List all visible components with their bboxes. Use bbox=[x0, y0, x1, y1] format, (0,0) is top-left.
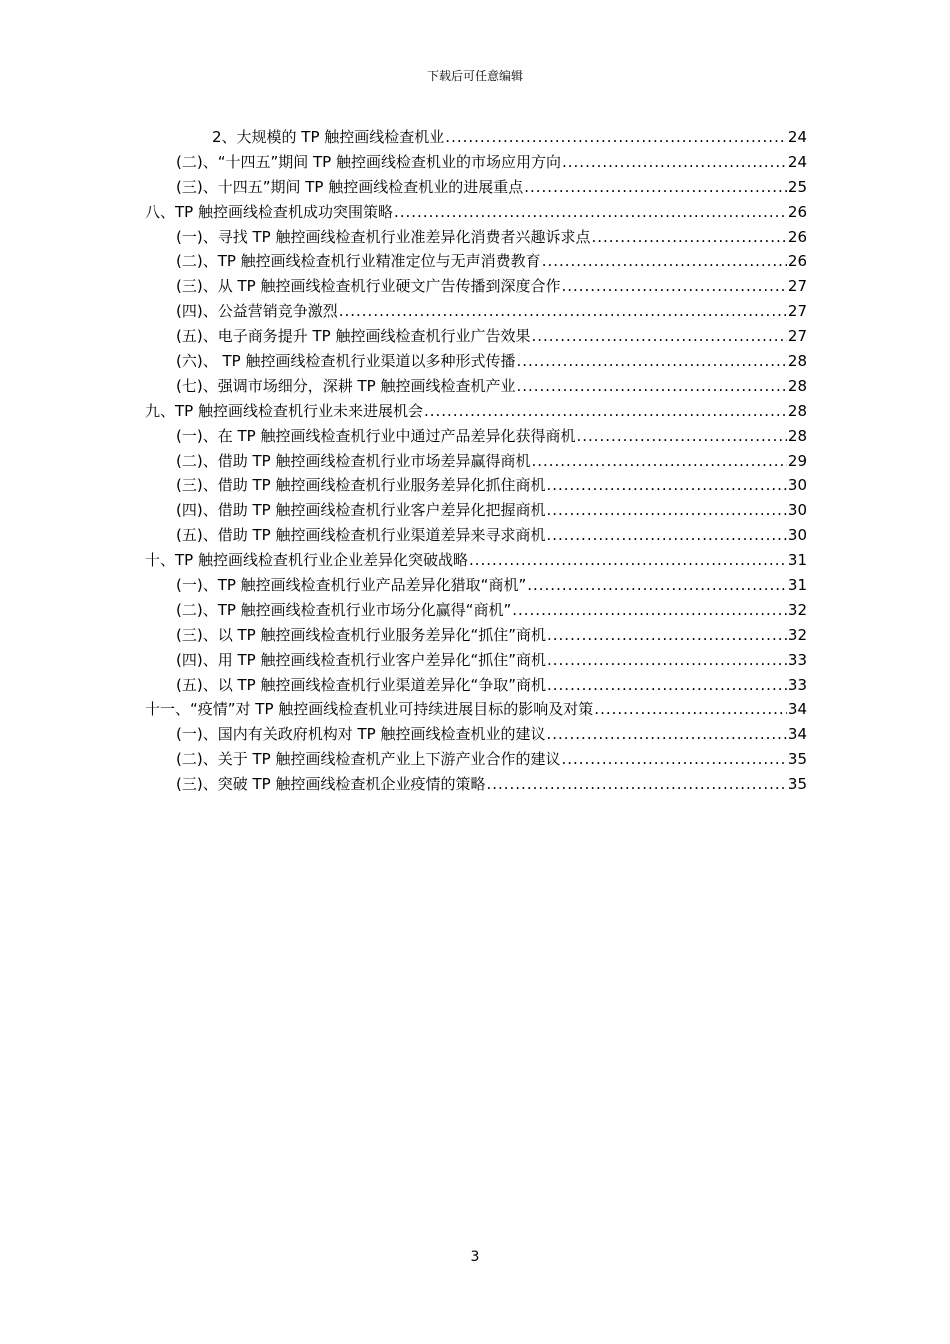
toc-entry-title: (二)、关于 TP 触控画线检查机产业上下游产业合作的建议 bbox=[176, 750, 561, 769]
toc-entry-page: 26 bbox=[787, 202, 807, 221]
toc-entry-title: (三)、突破 TP 触控画线检查机企业疫情的策略 bbox=[176, 775, 486, 794]
toc-entry-page: 32 bbox=[787, 600, 807, 619]
toc-entry-page: 24 bbox=[787, 128, 807, 146]
toc-dot-leader bbox=[394, 200, 787, 225]
toc-entry[interactable] bbox=[145, 498, 807, 523]
toc-entry-page: 25 bbox=[787, 177, 807, 196]
toc-dot-leader bbox=[562, 150, 787, 175]
toc-dot-leader bbox=[547, 623, 787, 648]
toc-entry-title: 八、TP 触控画线检查机成功突围策略 bbox=[145, 202, 393, 221]
toc-entry[interactable] bbox=[145, 175, 807, 200]
toc-entry-page: 30 bbox=[787, 501, 807, 520]
toc-entry[interactable] bbox=[145, 225, 807, 250]
toc-dot-leader bbox=[445, 125, 787, 150]
toc-entry[interactable] bbox=[145, 200, 807, 225]
toc-entry-title: 2、大规模的 TP 触控画线检查机业 bbox=[212, 128, 445, 146]
toc-entry[interactable] bbox=[145, 449, 807, 474]
toc-entry-page: 31 bbox=[787, 576, 807, 595]
toc-entry[interactable] bbox=[145, 673, 807, 698]
toc-entry-title: (二)、TP 触控画线检查机行业精准定位与无声消费教育 bbox=[176, 252, 541, 271]
toc-entry-page: 26 bbox=[787, 227, 807, 246]
toc-entry-page: 28 bbox=[787, 352, 807, 371]
toc-entry-page: 28 bbox=[787, 401, 807, 420]
toc-entry-page: 30 bbox=[787, 526, 807, 545]
toc-entry-title: 九、TP 触控画线检查机行业未来进展机会 bbox=[145, 401, 423, 420]
toc-dot-leader bbox=[546, 498, 786, 523]
toc-dot-leader bbox=[512, 598, 787, 623]
toc-entry[interactable] bbox=[145, 623, 807, 648]
toc-entry-page: 24 bbox=[787, 152, 807, 171]
toc-dot-leader bbox=[527, 573, 787, 598]
toc-entry-title: (三)、以 TP 触控画线检查机行业服务差异化“抓住”商机 bbox=[176, 625, 546, 644]
toc-entry-title: (五)、电子商务提升 TP 触控画线检查机行业广告效果 bbox=[176, 327, 531, 346]
toc-entry[interactable] bbox=[145, 598, 807, 623]
toc-dot-leader bbox=[594, 697, 787, 722]
toc-entry[interactable] bbox=[145, 722, 807, 747]
toc-dot-leader bbox=[546, 722, 786, 747]
toc-dot-leader bbox=[561, 274, 786, 299]
toc-dot-leader bbox=[547, 673, 787, 698]
toc-entry[interactable] bbox=[145, 399, 807, 424]
toc-entry-title: 十、TP 触控画线检查机行业企业差异化突破战略 bbox=[145, 551, 468, 570]
toc-entry-page: 27 bbox=[787, 302, 807, 321]
toc-entry-page: 26 bbox=[787, 252, 807, 271]
toc-entry-title: (二)、“十四五”期间 TP 触控画线检查机业的市场应用方向 bbox=[176, 152, 561, 171]
toc-entry-title: (六)、 TP 触控画线检查机行业渠道以多种形式传播 bbox=[176, 352, 516, 371]
toc-entry-title: (四)、借助 TP 触控画线检查机行业客户差异化把握商机 bbox=[176, 501, 546, 520]
toc-dot-leader bbox=[424, 399, 787, 424]
toc-entry-page: 34 bbox=[787, 725, 807, 744]
toc-entry[interactable] bbox=[145, 523, 807, 548]
toc-entry[interactable] bbox=[145, 573, 807, 598]
toc-entry-page: 33 bbox=[787, 650, 807, 669]
toc-entry[interactable] bbox=[145, 125, 807, 150]
toc-entry-page: 29 bbox=[787, 451, 807, 470]
toc-dot-leader bbox=[516, 349, 786, 374]
toc-entry[interactable] bbox=[145, 274, 807, 299]
toc-entry[interactable] bbox=[145, 299, 807, 324]
toc-entry[interactable] bbox=[145, 697, 807, 722]
toc-entry-page: 28 bbox=[787, 426, 807, 445]
toc-entry-page: 27 bbox=[787, 277, 807, 296]
page-header: 下载后可任意编辑 bbox=[426, 69, 523, 83]
toc-dot-leader bbox=[339, 299, 787, 324]
toc-entry-page: 30 bbox=[787, 476, 807, 495]
toc-entry-page: 34 bbox=[787, 700, 807, 719]
toc-dot-leader bbox=[486, 772, 786, 797]
toc-dot-leader bbox=[542, 249, 787, 274]
toc-entry-title: (七)、强调市场细分，深耕 TP 触控画线检查机产业 bbox=[176, 376, 516, 395]
toc-dot-leader bbox=[591, 225, 786, 250]
toc-dot-leader bbox=[546, 523, 786, 548]
toc-entry-page: 32 bbox=[787, 625, 807, 644]
toc-entry[interactable] bbox=[145, 374, 807, 399]
toc-entry-page: 31 bbox=[787, 551, 807, 570]
toc-entry-title: (五)、借助 TP 触控画线检查机行业渠道差异来寻求商机 bbox=[176, 526, 546, 545]
toc-dot-leader bbox=[561, 747, 786, 772]
toc-entry-page: 35 bbox=[787, 775, 807, 794]
toc-entry-title: (四)、公益营销竞争激烈 bbox=[176, 302, 338, 321]
toc-entry-title: (三)、借助 TP 触控画线检查机行业服务差异化抓住商机 bbox=[176, 476, 546, 495]
toc-entry[interactable] bbox=[145, 473, 807, 498]
toc-entry-title: (五)、以 TP 触控画线检查机行业渠道差异化“争取”商机 bbox=[176, 675, 546, 694]
toc-entry-title: (二)、TP 触控画线检查机行业市场分化赢得“商机” bbox=[176, 600, 512, 619]
toc-entry-title: (三)、十四五”期间 TP 触控画线检查机业的进展重点 bbox=[176, 177, 524, 196]
toc-entry[interactable] bbox=[145, 424, 807, 449]
toc-dot-leader bbox=[531, 449, 786, 474]
toc-entry[interactable] bbox=[145, 150, 807, 175]
toc-entry-title: (四)、用 TP 触控画线检查机行业客户差异化“抓住”商机 bbox=[176, 650, 546, 669]
toc-entry[interactable] bbox=[145, 249, 807, 274]
toc-entry[interactable] bbox=[145, 772, 807, 797]
toc-entry-title: (一)、国内有关政府机构对 TP 触控画线检查机业的建议 bbox=[176, 725, 546, 744]
toc-entry-page: 28 bbox=[787, 376, 807, 395]
page-number: 3 bbox=[470, 1249, 480, 1265]
toc-dot-leader bbox=[531, 324, 786, 349]
toc-entry[interactable] bbox=[145, 747, 807, 772]
toc-entry[interactable] bbox=[145, 349, 807, 374]
toc-entry-page: 27 bbox=[787, 327, 807, 346]
toc-entry-title: (一)、寻找 TP 触控画线检查机行业准差异化消费者兴趣诉求点 bbox=[176, 227, 591, 246]
toc-dot-leader bbox=[547, 648, 787, 673]
toc-dot-leader bbox=[516, 374, 786, 399]
toc-dot-leader bbox=[469, 548, 787, 573]
toc-entry-title: (一)、TP 触控画线检查机行业产品差异化猎取“商机” bbox=[176, 576, 527, 595]
toc-entry[interactable] bbox=[145, 548, 807, 573]
toc-dot-leader bbox=[524, 175, 787, 200]
toc-entry-page: 35 bbox=[787, 750, 807, 769]
toc-entry-title: (三)、从 TP 触控画线检查机行业硬文广告传播到深度合作 bbox=[176, 277, 561, 296]
toc-entry-title: 十一、“疫情”对 TP 触控画线检查机业可持续进展目标的影响及对策 bbox=[145, 700, 594, 719]
table-of-contents bbox=[145, 125, 807, 797]
toc-entry[interactable] bbox=[145, 324, 807, 349]
toc-entry-title: (二)、借助 TP 触控画线检查机行业市场差异赢得商机 bbox=[176, 451, 531, 470]
toc-entry-page: 33 bbox=[787, 675, 807, 694]
toc-entry-title: (一)、在 TP 触控画线检查机行业中通过产品差异化获得商机 bbox=[176, 426, 576, 445]
toc-entry[interactable] bbox=[145, 648, 807, 673]
toc-dot-leader bbox=[546, 473, 786, 498]
toc-dot-leader bbox=[576, 424, 786, 449]
